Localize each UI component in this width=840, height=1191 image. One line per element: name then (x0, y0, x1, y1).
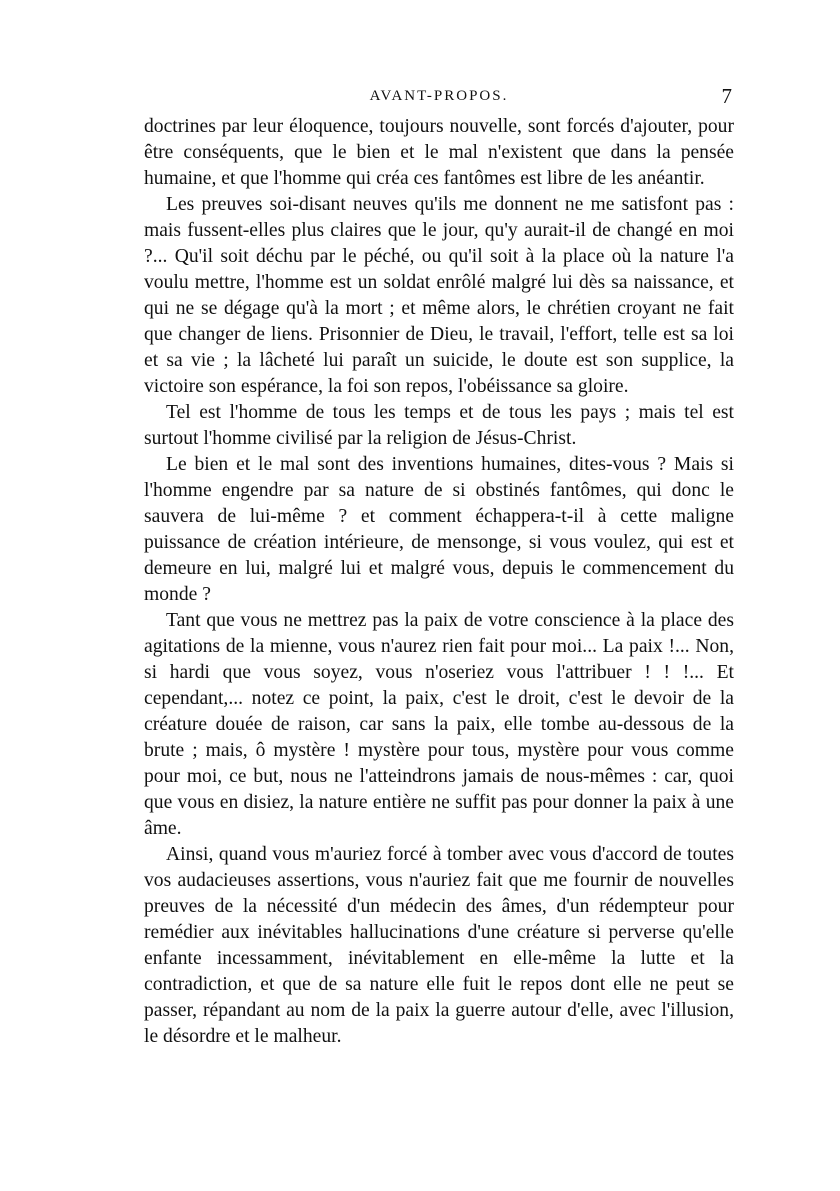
paragraph: Le bien et le mal sont des inventions humaines, dites-vous ? Mais si l'homme engendre par sa nature de si obstinés fantômes, qui donc le sauvera de lui-même ? et comment échappera-t-il à cette maligne puissance de création intérieure, de mensonge, si vous voulez, qui est et demeure en lui, malgré lui et malgré vous, depuis le commencement du monde ? (144, 454, 734, 605)
body-text (144, 114, 734, 1050)
paragraph: Tant que vous ne mettrez pas la paix de votre conscience à la place des agitations de la mienne, vous n'aurez rien fait pour moi... La paix !... Non, si hardi que vous soyez, vous n'oseriez vous l'attribuer ! ! !... Et cependant,... notez ce point, la paix, c'est le droit, c'est le devoir de la créature douée de raison, car sans la paix, elle tombe au-dessous de la brute ; mais, ô mystère ! mystère pour tous, mystère pour vous comme pour moi, ce but, nous ne l'atteindrons jamais de nous-mêmes : car, quoi que vous en disiez, la nature entière ne suffit pas pour donner la paix à une âme. (144, 610, 734, 839)
paragraph: Tel est l'homme de tous les temps et de tous les pays ; mais tel est surtout l'homme civilisé par la religion de Jésus-Christ. (144, 402, 734, 449)
paragraph-continued: doctrines par leur éloquence, toujours nouvelle, sont forcés d'ajouter, pour être conséquents, que le bien et le mal n'existent que dans la pensée humaine, et que l'homme qui créa ces fantômes est libre de les anéantir. (144, 116, 734, 189)
running-head (144, 84, 734, 112)
paragraph: Ainsi, quand vous m'auriez forcé à tomber avec vous d'accord de toutes vos audacieuses assertions, vous n'auriez fait que me fournir de nouvelles preuves de la nécessité d'un médecin des âmes, d'un rédempteur pour remédier aux inévitables hallucinations d'une créature si perverse qu'elle enfante incessamment, inévitablement en elle-même la lutte et la contradiction, et que de sa nature elle fuit le repos dont elle ne peut se passer, répandant au nom de la paix la guerre autour d'elle, avec l'illusion, le désordre et le malheur. (144, 844, 734, 1047)
page-number: 7 (721, 84, 732, 108)
running-title: AVANT-PROPOS. (369, 88, 509, 104)
paragraph: Les preuves soi-disant neuves qu'ils me donnent ne me satisfont pas : mais fussent-elles plus claires que le jour, qu'y aurait-il de changé en moi ?... Qu'il soit déchu par le péché, ou qu'il soit à la place où la nature l'a voulu mettre, l'homme est un soldat enrôlé malgré lui dès sa naissance, et qui ne se dégage qu'à la mort ; et même alors, le chrétien croyant ne fait que changer de liens. Prisonnier de Dieu, le travail, l'effort, telle est sa loi et sa vie ; la lâcheté lui paraît un suicide, le doute est son supplice, la victoire son espérance, la foi son repos, l'obéissance sa gloire. (144, 194, 734, 397)
